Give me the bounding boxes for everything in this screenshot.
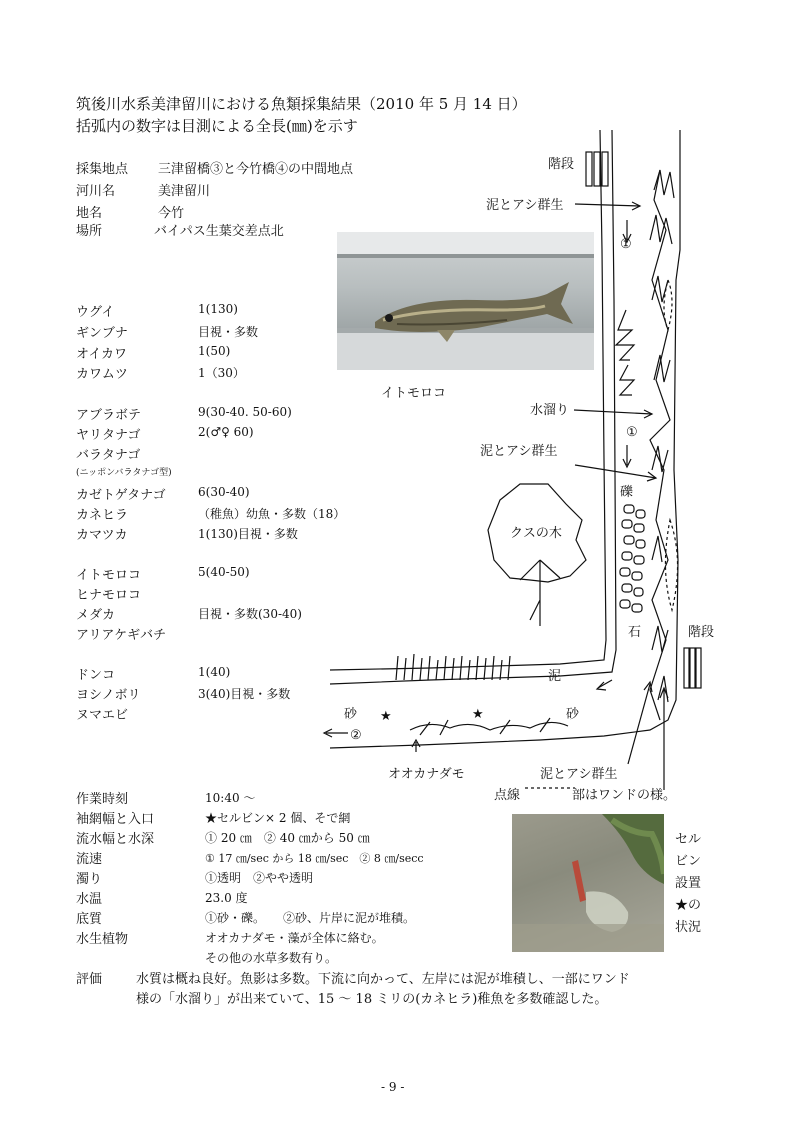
survey-label: 水生植物 bbox=[76, 932, 129, 947]
site-value: 今竹 bbox=[158, 206, 185, 221]
fish-name: アブラボテ bbox=[76, 408, 142, 423]
fish-note: 6(30-40) bbox=[198, 485, 250, 499]
label-pool: 水溜り bbox=[530, 403, 570, 418]
tree-trunk bbox=[520, 560, 560, 626]
page-title: 筑後川水系美津留川における魚類採集結果（2010 年 5 月 14 日） bbox=[76, 95, 527, 113]
site-label: 河川名 bbox=[76, 184, 116, 199]
fish-name: カワムツ bbox=[76, 367, 128, 382]
water-plant bbox=[620, 365, 634, 395]
label-circle1: ① bbox=[626, 425, 638, 440]
gravel-stones bbox=[620, 505, 645, 612]
label-dotted: 点線 bbox=[494, 788, 521, 803]
arrow bbox=[575, 204, 640, 206]
site-value: 三津留橋③と今竹橋④の中間地点 bbox=[158, 162, 354, 177]
survey-label: 流水幅と水深 bbox=[76, 832, 155, 847]
survey-value: ★セルビン× 2 個、そで網 bbox=[205, 811, 351, 825]
fish-name-sub: (ニッポンバラタナゴ型) bbox=[76, 468, 172, 478]
fish-note: 2(♂♀ 60) bbox=[198, 425, 254, 439]
survey-label: 流速 bbox=[76, 852, 103, 867]
fish-name: オイカワ bbox=[76, 347, 127, 362]
fish-name: バラタナゴ bbox=[76, 448, 141, 463]
fish-note: 1(50) bbox=[198, 344, 231, 358]
site-label: 場所 bbox=[76, 224, 103, 239]
evaluation-label: 評価 bbox=[76, 972, 103, 987]
page-number: - 9 - bbox=[381, 1080, 405, 1094]
survey-label: 水温 bbox=[76, 892, 103, 907]
label-circle2: ② bbox=[350, 728, 362, 743]
survey-value: 23.0 度 bbox=[205, 891, 248, 905]
label-circle1: ① bbox=[620, 237, 632, 252]
site-value: バイパス生葉交差点北 bbox=[154, 224, 284, 239]
trap-photo-caption bbox=[668, 829, 708, 939]
fish-note: 1（30） bbox=[198, 366, 245, 380]
caption-line: 設置 bbox=[674, 876, 701, 891]
fish-name: メダカ bbox=[76, 608, 116, 623]
evaluation-line: 様の「水溜り」が出来ていて、15 〜 18 ミリの(カネヒラ)稚魚を多数確認した。 bbox=[136, 992, 608, 1007]
wando-dotted bbox=[665, 520, 677, 610]
survey-value: ①透明 ②やや透明 bbox=[205, 871, 314, 885]
survey-value: ①砂・礫。 ②砂、片岸に泥が堆積。 bbox=[205, 911, 416, 925]
fish-name: カゼトゲタナゴ bbox=[76, 488, 166, 503]
trap-photo-image bbox=[512, 814, 664, 952]
fish-name: ヤリタナゴ bbox=[76, 428, 141, 443]
fish-name: ギンブナ bbox=[76, 326, 128, 341]
fish-note: 3(40)目視・多数 bbox=[198, 687, 291, 701]
fish-name: ドンコ bbox=[76, 668, 116, 683]
star-icon: ★ bbox=[380, 709, 392, 724]
fish-name: カマツカ bbox=[76, 528, 128, 543]
water-plant bbox=[616, 310, 634, 360]
fish-name: ヌマエビ bbox=[76, 708, 129, 723]
survey-value: 10:40 〜 bbox=[205, 791, 256, 805]
label-stairs-bottom: 階段 bbox=[688, 625, 715, 640]
label-dotted-desc: 部はワンドの様。 bbox=[572, 788, 677, 803]
caption-line: ビン bbox=[674, 854, 701, 869]
fish-note: 9(30-40. 50-60) bbox=[198, 405, 292, 419]
survey-label: 底質 bbox=[76, 912, 103, 927]
survey-label: 作業時刻 bbox=[76, 792, 129, 807]
left-bank-line bbox=[330, 130, 606, 670]
label-mud-reed-bottom: 泥とアシ群生 bbox=[540, 767, 618, 782]
arrow bbox=[574, 410, 652, 414]
trap-photo bbox=[512, 814, 664, 952]
left-bank-inner bbox=[330, 130, 616, 684]
survey-value: ① 20 ㎝ ② 40 ㎝から 50 ㎝ bbox=[205, 831, 370, 845]
fish-name: ヨシノボリ bbox=[76, 688, 141, 703]
label-stone: 石 bbox=[628, 625, 642, 640]
label-sand-left: 砂 bbox=[344, 707, 358, 722]
fish-note: 目視・多数(30-40) bbox=[198, 607, 302, 621]
fish-note: 目視・多数 bbox=[198, 325, 259, 339]
fish-name: イトモロコ bbox=[76, 568, 142, 583]
label-tree: クスの木 bbox=[510, 526, 562, 541]
evaluation-line: 水質は概ね良好。魚影は多数。下流に向かって、左岸には泥が堆積し、一部にワンド bbox=[136, 972, 630, 987]
label-gravel: 礫 bbox=[620, 485, 634, 500]
label-stairs-top: 階段 bbox=[548, 157, 575, 172]
fish-name: カネヒラ bbox=[76, 508, 129, 523]
label-mud-reed-top: 泥とアシ群生 bbox=[486, 198, 564, 213]
label-sand-right: 砂 bbox=[566, 707, 580, 722]
label-mud-reed-mid: 泥とアシ群生 bbox=[480, 444, 558, 459]
site-value: 美津留川 bbox=[158, 184, 211, 199]
survey-value: オオカナダモ・藻が全体に絡む。 bbox=[205, 931, 384, 945]
star-icon: ★ bbox=[472, 707, 484, 722]
site-label: 採集地点 bbox=[76, 162, 129, 177]
survey-value: その他の水草多数有り。 bbox=[205, 951, 338, 965]
fish-note: （稚魚）幼魚・多数（18） bbox=[198, 507, 346, 521]
caption-line: セル bbox=[674, 832, 701, 847]
fish-note: 5(40-50) bbox=[198, 565, 250, 579]
fish-name: アリアケギバチ bbox=[76, 628, 167, 643]
survey-value: ① 17 ㎝/sec から 18 ㎝/sec ② 8 ㎝/secc bbox=[205, 852, 424, 865]
reeds-bottom bbox=[396, 654, 510, 680]
fish-note: 1(130)目視・多数 bbox=[198, 527, 298, 541]
fish-photo-caption: イトモロコ bbox=[381, 386, 447, 401]
caption-line: ★の bbox=[674, 898, 701, 913]
fish-note: 1(130) bbox=[198, 302, 238, 316]
site-label: 地名 bbox=[76, 206, 103, 221]
survey-label: 袖網幅と入口 bbox=[76, 812, 155, 827]
fish-name: ヒナモロコ bbox=[76, 588, 142, 603]
caption-line: 状況 bbox=[674, 920, 701, 935]
fish-name: ウグイ bbox=[76, 305, 115, 320]
label-mud: 泥 bbox=[548, 669, 562, 684]
label-plant: オオカナダモ bbox=[388, 767, 465, 782]
survey-label: 濁り bbox=[76, 872, 103, 887]
page-subtitle: 括弧内の数字は目測による全長(㎜)を示す bbox=[76, 117, 358, 135]
fish-note: 1(40) bbox=[198, 665, 231, 679]
